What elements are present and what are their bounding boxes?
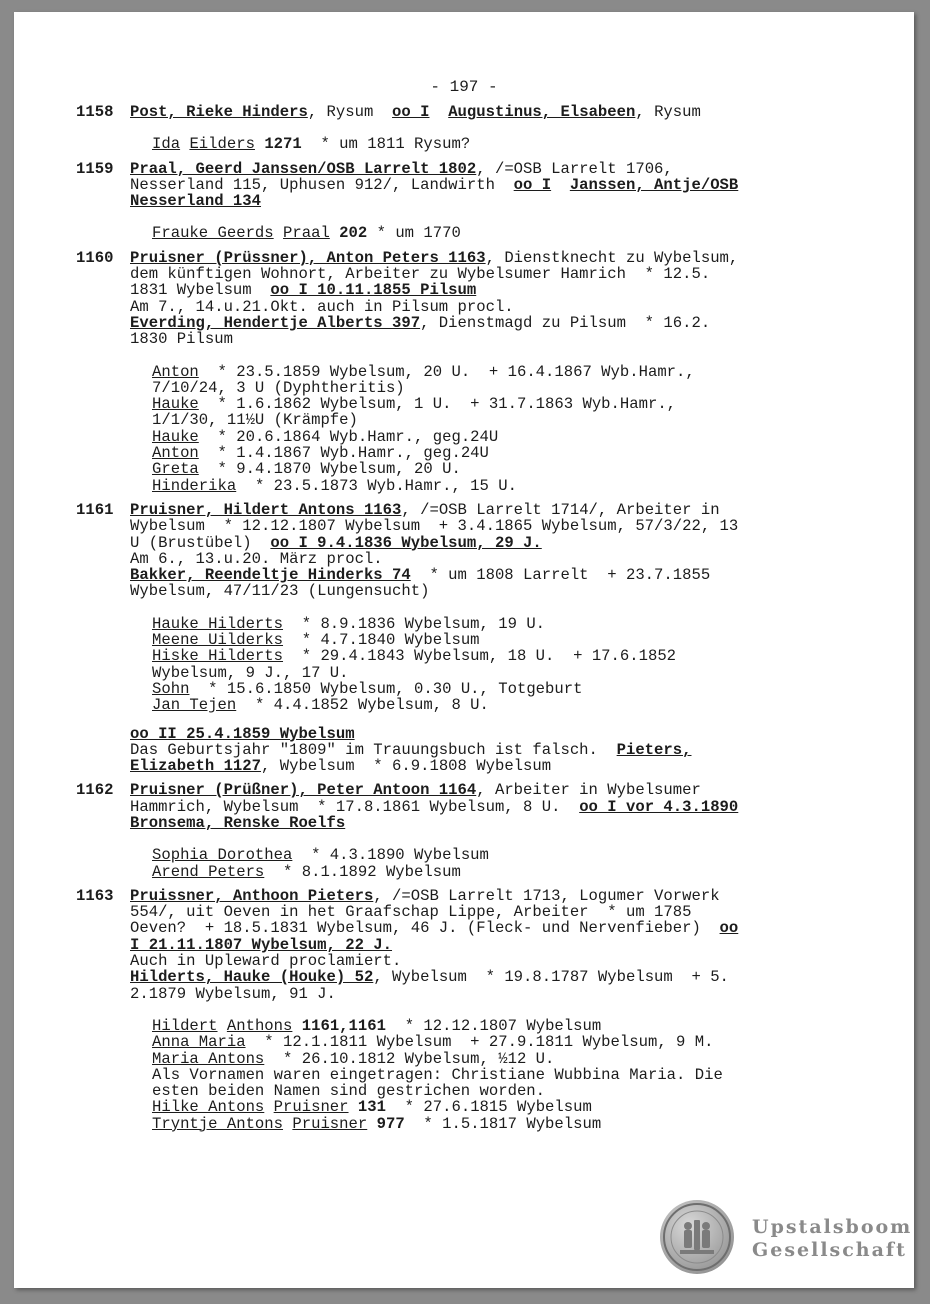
entry-head-line (130, 782, 866, 798)
text-run: * 23.5.1873 Wyb.Hamr., 15 U. (236, 476, 517, 495)
name-ref: Janssen, Antje/OSB (569, 175, 739, 194)
text-run: * um 1770 (367, 224, 461, 243)
child-line (152, 1067, 866, 1083)
name-ref: Pruissner, Anthoon Pieters (130, 886, 374, 905)
text-run (218, 1017, 227, 1035)
name-ref: 1161,1161 (301, 1016, 386, 1035)
name-ref: Everding, Hendertje Alberts 397 (130, 313, 421, 332)
child-line (152, 461, 866, 477)
text-run: * 4.3.1890 Wybelsum (292, 846, 489, 865)
child-line (152, 1099, 866, 1115)
name-ref: Meene Uilderks (152, 631, 284, 650)
entry-head-line (130, 161, 866, 177)
entry-head-line (130, 331, 866, 347)
text-run: * 9.4.1870 Wybelsum, 20 U. (198, 460, 461, 479)
text-run: Oeven? + 18.5.1831 Wybelsum, 46 J. (Fleck- und Nervenfieber) (130, 919, 720, 938)
entry-head-line (130, 502, 866, 518)
child-line (152, 648, 866, 664)
child-line (152, 1034, 866, 1050)
entry-body (130, 782, 866, 879)
child-line (152, 380, 866, 396)
text-run (429, 103, 448, 121)
entry-number: 1160 (76, 248, 114, 267)
entry-head-line (130, 904, 866, 920)
child-line (152, 864, 866, 880)
name-ref: Maria Antons (152, 1049, 265, 1068)
entry-head-line (130, 986, 866, 1002)
entry-number: 1163 (76, 886, 114, 905)
child-line (152, 697, 866, 713)
name-ref: oo I 10.11.1855 Pilsum (270, 281, 477, 300)
name-ref: Anna Maria (152, 1033, 246, 1052)
name-ref: Pruisner (273, 1098, 349, 1117)
text-run: 1/1/30, 11½U (Krämpfe) (152, 411, 358, 430)
logo-line-2: Gesellschaft (752, 1239, 907, 1261)
child-line (152, 225, 866, 241)
entry-body (130, 161, 866, 242)
text-run: dem künftigen Wohnort, Arbeiter zu Wybelsumer Hamrich * 12.5. (130, 265, 711, 284)
child-line (152, 429, 866, 445)
text-run (292, 1017, 301, 1035)
entry-body (130, 502, 866, 774)
name-ref: 131 (357, 1098, 386, 1117)
entry-head-line (130, 799, 866, 815)
child-line (152, 665, 866, 681)
entry-body (130, 250, 866, 494)
text-run: , Dienstmagd zu Pilsum * 16.2. (420, 313, 711, 332)
entry-head-line (130, 551, 866, 567)
name-ref: Hauke (152, 427, 199, 446)
child-line (152, 616, 866, 632)
text-run: Wybelsum * 12.12.1807 Wybelsum + 3.4.1865 Wybelsum, 57/3/22, 13 (130, 517, 739, 536)
text-run: * 8.9.1836 Wybelsum, 19 U. (283, 614, 546, 633)
name-ref: Hauke Hilderts (152, 614, 284, 633)
entry-number: 1158 (76, 103, 114, 121)
entry-head-line (130, 299, 866, 315)
child-line (152, 478, 866, 494)
entry-head-line (130, 315, 866, 331)
entry-number: 1162 (76, 781, 114, 800)
second-marriage-line (130, 758, 866, 774)
children-list (152, 364, 866, 494)
name-ref: Pruisner, Hildert Antons 1163 (130, 500, 402, 519)
text-run: 1831 Wybelsum (130, 281, 271, 300)
text-run: Das Geburtsjahr "1809" im Trauungsbuch ist falsch. (130, 740, 617, 759)
name-ref: Greta (152, 460, 199, 479)
child-line (152, 445, 866, 461)
page-number: - 197 - (430, 78, 498, 96)
name-ref: Elizabeth 1127 (130, 757, 262, 776)
text-run: , Rysum (307, 103, 393, 121)
name-ref: Post, Rieke Hinders (130, 103, 308, 121)
text-run (330, 224, 339, 242)
text-run: 1830 Pilsum (130, 330, 233, 349)
entry-head-line (130, 583, 866, 599)
entry-head-line (130, 266, 866, 282)
text-run: * 26.10.1812 Wybelsum, ½12 U. (264, 1049, 555, 1068)
text-run: * 20.6.1864 Wyb.Hamr., geg.24U (198, 427, 499, 446)
entry-head-line (130, 937, 866, 953)
entry-1159 (76, 161, 866, 242)
text-run: , /=OSB Larrelt 1714/, Arbeiter in (401, 500, 720, 519)
text-run: 554/, uit Oeven in het Graafschap Lippe, Arbeiter * um 1785 (130, 903, 692, 922)
text-run: , Wybelsum * 19.8.1787 Wybelsum + 5. (373, 968, 729, 987)
name-ref: Sophia Dorothea (152, 846, 293, 865)
text-run (283, 1115, 292, 1133)
name-ref: Praal, Geerd Janssen/OSB Larrelt 1802 (130, 159, 477, 178)
entry-head-line (130, 177, 866, 193)
entry-head-line (130, 535, 866, 551)
entry-head-line (130, 518, 866, 534)
text-run: * 1.5.1817 Wybelsum (404, 1114, 602, 1133)
name-ref: Sohn (152, 679, 190, 698)
text-run: Als Vornamen waren eingetragen: Christiane Wubbina Maria. Die (152, 1065, 723, 1084)
text-run (255, 135, 264, 153)
child-line (152, 136, 866, 152)
text-run: Wybelsum, 47/11/23 (Lungensucht) (130, 582, 430, 601)
entry-1162 (76, 782, 866, 879)
name-ref: Jan Tejen (152, 696, 237, 715)
society-logo-text (752, 1216, 912, 1262)
text-run: , Wybelsum * 6.9.1808 Wybelsum (261, 757, 552, 776)
name-ref: oo I vor 4.3.1890 (579, 797, 739, 816)
entry-number: 1161 (76, 500, 114, 519)
child-line (152, 681, 866, 697)
name-ref: Bakker, Reendeltje Hinderks 74 (130, 566, 411, 585)
name-ref: Hilderts, Hauke (Houke) 52 (130, 968, 374, 987)
text-run: , /=OSB Larrelt 1706, (476, 159, 673, 178)
name-ref: oo II 25.4.1859 Wybelsum (130, 724, 355, 743)
entry-1163 (76, 888, 866, 1132)
second-marriage-line (130, 726, 866, 742)
entry-head-line (130, 888, 866, 904)
society-seal-icon (660, 1200, 734, 1274)
text-run: Wybelsum, 9 J., 17 U. (152, 663, 349, 682)
name-ref: Hildert (152, 1016, 218, 1035)
text-run: * um 1808 Larrelt + 23.7.1855 (410, 566, 711, 585)
text-run: Auch in Upleward proclamiert. (130, 952, 402, 971)
text-run: * 29.4.1843 Wybelsum, 18 U. + 17.6.1852 (283, 647, 677, 666)
entry-body (130, 888, 866, 1132)
name-ref: Anthons (226, 1016, 293, 1035)
children-list (152, 1018, 866, 1132)
entry-body (130, 104, 866, 153)
text-run: * um 1811 Rysum? (301, 135, 471, 154)
genealogy-entries (76, 104, 866, 1132)
text-run: , Dienstknecht zu Wybelsum, (485, 248, 739, 267)
text-run: * 12.1.1811 Wybelsum + 27.9.1811 Wybelsum, 9 M. (245, 1033, 714, 1052)
text-run: Am 7., 14.u.21.Okt. auch in Pilsum procl. (130, 297, 514, 316)
entry-head-line (130, 969, 866, 985)
children-list (152, 847, 866, 880)
text-run: , Arbeiter in Wybelsumer (476, 781, 701, 800)
child-line (152, 1051, 866, 1067)
entry-head-line (130, 920, 866, 936)
child-line (152, 847, 866, 863)
text-run (349, 1098, 358, 1116)
text-run: * 12.12.1807 Wybelsum (385, 1016, 602, 1035)
second-marriage-line (130, 742, 866, 758)
child-line (152, 632, 866, 648)
text-run: * 1.4.1867 Wyb.Hamr., geg.24U (198, 444, 489, 463)
name-ref: 1271 (264, 135, 302, 154)
text-run: * 1.6.1862 Wybelsum, 1 U. + 31.7.1863 Wyb.Hamr., (198, 395, 677, 414)
name-ref: Hilke Antons (152, 1098, 265, 1117)
entry-1160 (76, 250, 866, 494)
name-ref: oo (719, 919, 739, 938)
text-run (367, 1115, 376, 1133)
name-ref: Tryntje Antons (152, 1114, 284, 1133)
name-ref: Hiske Hilderts (152, 647, 284, 666)
text-run: esten beiden Namen sind gestrichen worden. (152, 1082, 546, 1101)
entry-head-line (130, 953, 866, 969)
name-ref: Praal (283, 224, 330, 243)
logo-line-1: Upstalsboom (752, 1216, 913, 1238)
name-ref: Eilders (189, 135, 255, 154)
text-run: , /=OSB Larrelt 1713, Logumer Vorwerk (373, 886, 720, 905)
text-run (551, 176, 570, 194)
entry-number: 1159 (76, 159, 114, 178)
child-line (152, 396, 866, 412)
text-run: * 4.7.1840 Wybelsum (283, 631, 480, 650)
text-run: * 15.6.1850 Wybelsum, 0.30 U., Totgeburt (189, 679, 583, 698)
text-run: 2.1879 Wybelsum, 91 J. (130, 984, 336, 1003)
child-line (152, 364, 866, 380)
document-page (14, 12, 914, 1288)
name-ref: Pieters, (616, 740, 692, 759)
text-run (264, 1098, 273, 1116)
name-ref: Pruisner (Prüssner), Anton Peters 1163 (130, 248, 486, 267)
children-list (152, 225, 866, 241)
entry-head-line (130, 250, 866, 266)
child-line (152, 1083, 866, 1099)
name-ref: oo I (513, 175, 552, 194)
entry-1161 (76, 502, 866, 774)
entry-head-line (130, 282, 866, 298)
entry-head-line (130, 193, 866, 209)
entry-head-line (130, 104, 866, 120)
name-ref: I 21.11.1807 Wybelsum, 22 J. (130, 935, 393, 954)
name-ref: Frauke Geerds (152, 224, 274, 243)
name-ref: Ida (152, 135, 181, 154)
name-ref: Hinderika (152, 476, 237, 495)
name-ref: 977 (376, 1114, 405, 1133)
text-run: * 4.4.1852 Wybelsum, 8 U. (236, 696, 489, 715)
name-ref: Anton (152, 362, 199, 381)
child-line (152, 1018, 866, 1034)
text-run: Nesserland 115, Uphusen 912/, Landwirth (130, 175, 514, 194)
child-line (152, 1116, 866, 1132)
entry-head-line (130, 567, 866, 583)
text-run (274, 224, 283, 242)
text-run: * 27.6.1815 Wybelsum (385, 1098, 592, 1117)
name-ref: Hauke (152, 395, 199, 414)
text-run: * 8.1.1892 Wybelsum (264, 862, 461, 881)
text-run: , Rysum (635, 103, 701, 121)
entry-1158 (76, 104, 866, 153)
name-ref: Nesserland 134 (130, 192, 262, 211)
name-ref: Bronsema, Renske Roelfs (130, 813, 346, 832)
name-ref: Pruisner (Prüßner), Peter Antoon 1164 (130, 781, 477, 800)
text-run: * 23.5.1859 Wybelsum, 20 U. + 16.4.1867 Wyb.Hamr., (198, 362, 695, 381)
name-ref: Arend Peters (152, 862, 265, 881)
text-run: Am 6., 13.u.20. März procl. (130, 549, 383, 568)
name-ref: oo I (392, 103, 430, 121)
name-ref: oo I 9.4.1836 Wybelsum, 29 J. (270, 533, 542, 552)
name-ref: Augustinus, Elsabeen (448, 103, 636, 121)
child-line (152, 412, 866, 428)
name-ref: 202 (339, 224, 368, 243)
children-list (152, 616, 866, 714)
children-list (152, 136, 866, 152)
text-run: U (Brustübel) (130, 533, 271, 552)
text-run: 7/10/24, 3 U (Dyphtheritis) (152, 378, 405, 397)
text-run: Hammrich, Wybelsum * 17.8.1861 Wybelsum, 8 U. (130, 797, 580, 816)
name-ref: Anton (152, 444, 199, 463)
name-ref: Pruisner (292, 1114, 368, 1133)
entry-head-line (130, 815, 866, 831)
